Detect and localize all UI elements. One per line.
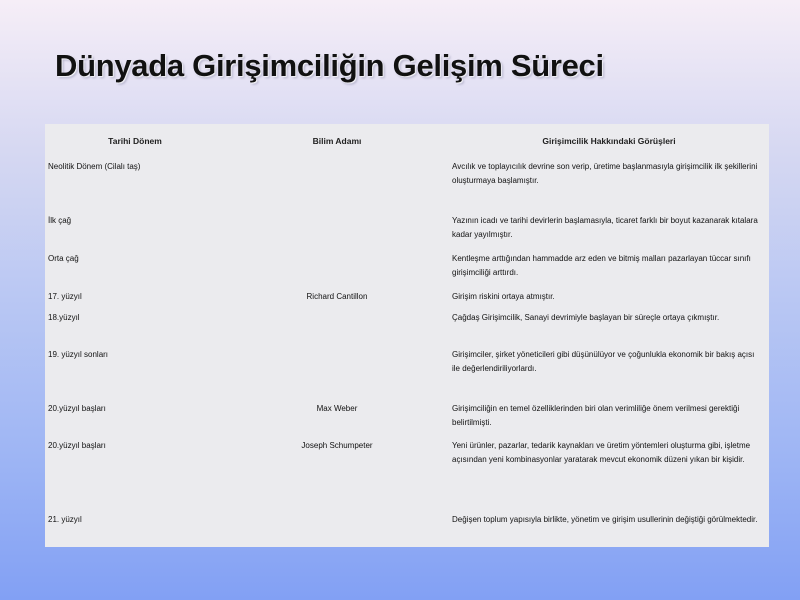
history-table xyxy=(45,124,769,547)
scientist-cell: Joseph Schumpeter xyxy=(301,441,373,450)
period-cell: 18.yüzyıl xyxy=(48,313,80,322)
table-row xyxy=(45,436,769,510)
table-row xyxy=(45,345,769,399)
period-cell: 21. yüzyıl xyxy=(48,515,82,524)
table-row xyxy=(45,249,769,287)
page-title: Dünyada Girişimciliğin Gelişim Süreci xyxy=(55,48,604,83)
period-cell: 19. yüzyıl sonları xyxy=(48,350,109,359)
view-cell: Kentleşme arttığından hammadde arz eden ve bitmiş malları pazarlayan tüccar sınıfı girişimciliği arttırdı. xyxy=(452,254,751,277)
view-cell: Çağdaş Girişimcilik, Sanayi devrimiyle başlayan bir süreçle ortaya çıkmıştır. xyxy=(452,313,720,322)
scientist-cell xyxy=(225,211,449,249)
view-cell: Girişimciliğin en temel özelliklerinden biri olan verimliliğe önem verilmesi gerektiği belirtilmişti. xyxy=(452,404,740,427)
view-cell: Değişen toplum yapısıyla birlikte, yönetim ve girişim usullerinin değiştiği görülmektedir. xyxy=(452,515,758,524)
period-cell: 17. yüzyıl xyxy=(48,292,82,301)
scientist-cell xyxy=(225,345,449,399)
scientist-cell: Max Weber xyxy=(316,404,358,413)
header-period: Tarihi Dönem xyxy=(108,135,162,146)
period-cell: 20.yüzyıl başları xyxy=(48,404,106,413)
table-row xyxy=(45,287,769,308)
scientist-cell: Richard Cantillon xyxy=(306,292,368,301)
view-cell: Yazının icadı ve tarihi devirlerin başlamasıyla, ticaret farklı bir boyut kazanarak kıtalara kadar yayılmıştır. xyxy=(452,216,758,239)
view-cell: Yeni ürünler, pazarlar, tedarik kaynakları ve üretim yöntemleri oluşturma gibi, işletme açısından yeni kombinasyonlar yaratarak mevcut ekonomik düzeni yıkan bir kişidir. xyxy=(452,441,751,464)
header-views: Girişimcilik Hakkındaki Görüşleri xyxy=(542,135,676,146)
period-cell: İlk çağ xyxy=(48,216,72,225)
table-row xyxy=(45,211,769,249)
table-row xyxy=(45,157,769,211)
view-cell: Girişim riskini ortaya atmıştır. xyxy=(452,292,555,301)
scientist-cell xyxy=(225,249,449,287)
table xyxy=(45,124,769,546)
table-row xyxy=(45,308,769,345)
scientist-cell xyxy=(225,510,449,546)
view-cell: Girişimciler, şirket yöneticileri gibi düşünülüyor ve çoğunlukla ekonomik bir bakış açısı ile değerlendiriliyorlardı. xyxy=(452,350,755,373)
period-cell: Neolitik Dönem (Cilalı taş) xyxy=(48,162,141,171)
table-header-row xyxy=(45,124,769,157)
table-row xyxy=(45,510,769,546)
scientist-cell xyxy=(225,157,449,211)
period-cell: 20.yüzyıl başları xyxy=(48,441,106,450)
header-scientist: Bilim Adamı xyxy=(312,135,362,146)
table-row xyxy=(45,399,769,436)
scientist-cell xyxy=(225,308,449,345)
view-cell: Avcılık ve toplayıcılık devrine son verip, üretime başlanmasıyla girişimcilik ilk şekillerini oluşturmaya başlamıştır. xyxy=(452,162,758,185)
period-cell: Orta çağ xyxy=(48,254,79,263)
